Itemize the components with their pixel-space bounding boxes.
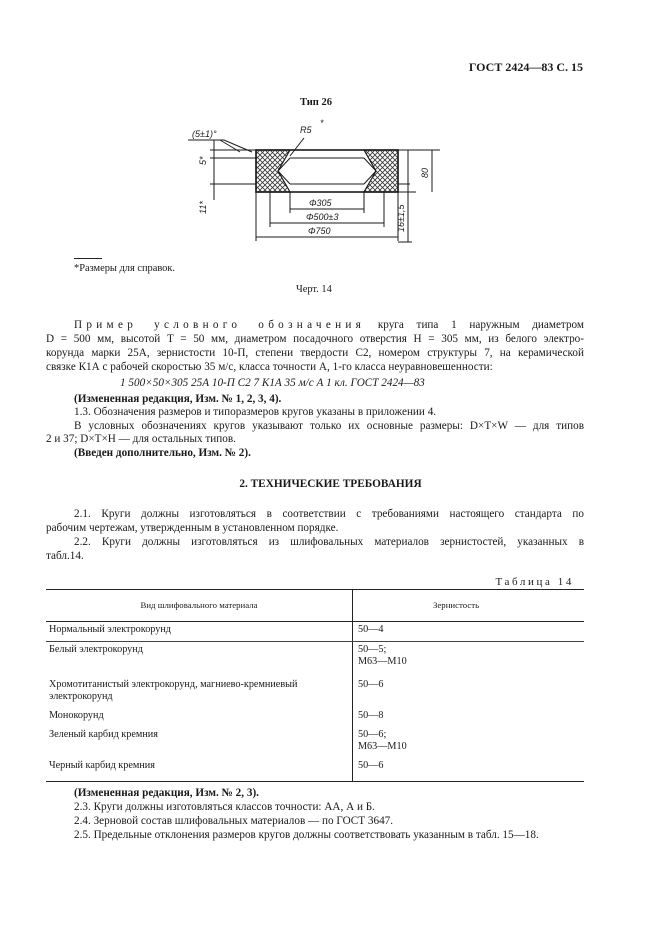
technical-drawing <box>0 0 661 260</box>
table-header-grit: Зернистость <box>353 590 585 622</box>
para-short-1: В условных обозначениях кругов указывают только их основные размеры: D×T×W — для типов <box>74 420 584 432</box>
table-row: Нормальный электрокорунд 50—4 <box>46 622 584 642</box>
footnote: *Размеры для справок. <box>74 263 176 274</box>
example-line-1: Пример условного обозначения круга типа 1 наружным диаметром <box>74 319 585 331</box>
label-angle: (5±1)° <box>192 129 217 139</box>
label-h80: 80 <box>420 167 430 178</box>
wheel-section-left <box>256 150 290 192</box>
para-2-3: 2.3. Круги должны изготовляться классов точности: АА, А и Б. <box>74 801 375 813</box>
table-header-material: Вид шлифовального материала <box>46 590 353 622</box>
example-formula: 1 500×50×305 25А 10-П С2 7 К1А 35 м/с А 1 кл. ГОСТ 2424—83 <box>120 377 425 389</box>
table-row: Белый электрокорунд 50—5; М63—М10 <box>46 642 584 678</box>
para-2-4: 2.4. Зерновой состав шлифовальных материалов — по ГОСТ 3647. <box>74 815 394 827</box>
para-2-5: 2.5. Предельные отклонения размеров кругов должны соответствовать указанным в табл. 15—18. <box>74 829 539 841</box>
amendment-2: (Измененная редакция, Изм. № 2, 3). <box>74 787 259 799</box>
footnote-rule <box>74 258 102 259</box>
para-2-2-line-2: табл.14. <box>46 550 84 562</box>
label-d305: Φ305 <box>309 198 332 208</box>
label-d500: Φ500±3 <box>306 212 339 222</box>
para-2-2-line-1: 2.2. Круги должны изготовляться из шлифовальных материалов зернистостей, указанных в <box>74 536 584 548</box>
table-caption: Таблица 14 <box>495 576 574 588</box>
added-note: (Введен дополнительно, Изм. № 2). <box>74 447 251 459</box>
table-row: Хромотитанистый электрокорунд, магниево-кремниевый электрокорунд 50—6 <box>46 677 584 708</box>
label-star: * <box>320 118 324 128</box>
wheel-section-right <box>364 150 398 192</box>
figure-type-title: Тип 26 <box>300 97 332 108</box>
para-short-2: 2 и 37; D×T×H — для остальных типов. <box>46 433 236 445</box>
table-row: Зеленый карбид кремния 50—6; М63—М10 <box>46 727 584 758</box>
amendment-1: (Измененная редакция, Изм. № 1, 2, 3, 4). <box>74 393 282 405</box>
para-2-1-line-2: рабочим чертежам, утвержденным в установленном порядке. <box>46 522 339 534</box>
grit-table <box>46 589 584 782</box>
table-row: Монокорунд 50—8 <box>46 708 584 727</box>
para-1-3: 1.3. Обозначения размеров и типоразмеров кругов указаны в приложении 4. <box>74 406 437 418</box>
label-5: 5* <box>198 156 208 165</box>
label-h16: 16±1,5 <box>396 204 406 232</box>
label-d750: Φ750 <box>308 226 331 236</box>
table-row: Черный карбид кремния 50—6 <box>46 758 584 782</box>
figure-caption: Черт. 14 <box>296 284 332 295</box>
example-line-2: D = 500 мм, высотой T = 50 мм, диаметром посадочного отверстия H = 305 мм, из белого электро- <box>46 333 584 345</box>
label-11: 11* <box>198 201 208 214</box>
para-2-1-line-1: 2.1. Круги должны изготовляться в соответствии с требованиями настоящего стандарта по <box>74 508 584 520</box>
page-header: ГОСТ 2424—83 С. 15 <box>468 60 583 74</box>
example-line-3: корунда марки 25А, зернистости 10-П, степени твердости С2, номером структуры 7, на керамической <box>46 347 584 359</box>
example-line-4: связке К1А с рабочей скоростью 35 м/с, класса точности А, 1-го класса неуравновешенности: <box>46 361 493 373</box>
label-r5: R5 <box>300 125 312 135</box>
section-title: 2. ТЕХНИЧЕСКИЕ ТРЕБОВАНИЯ <box>239 478 422 490</box>
